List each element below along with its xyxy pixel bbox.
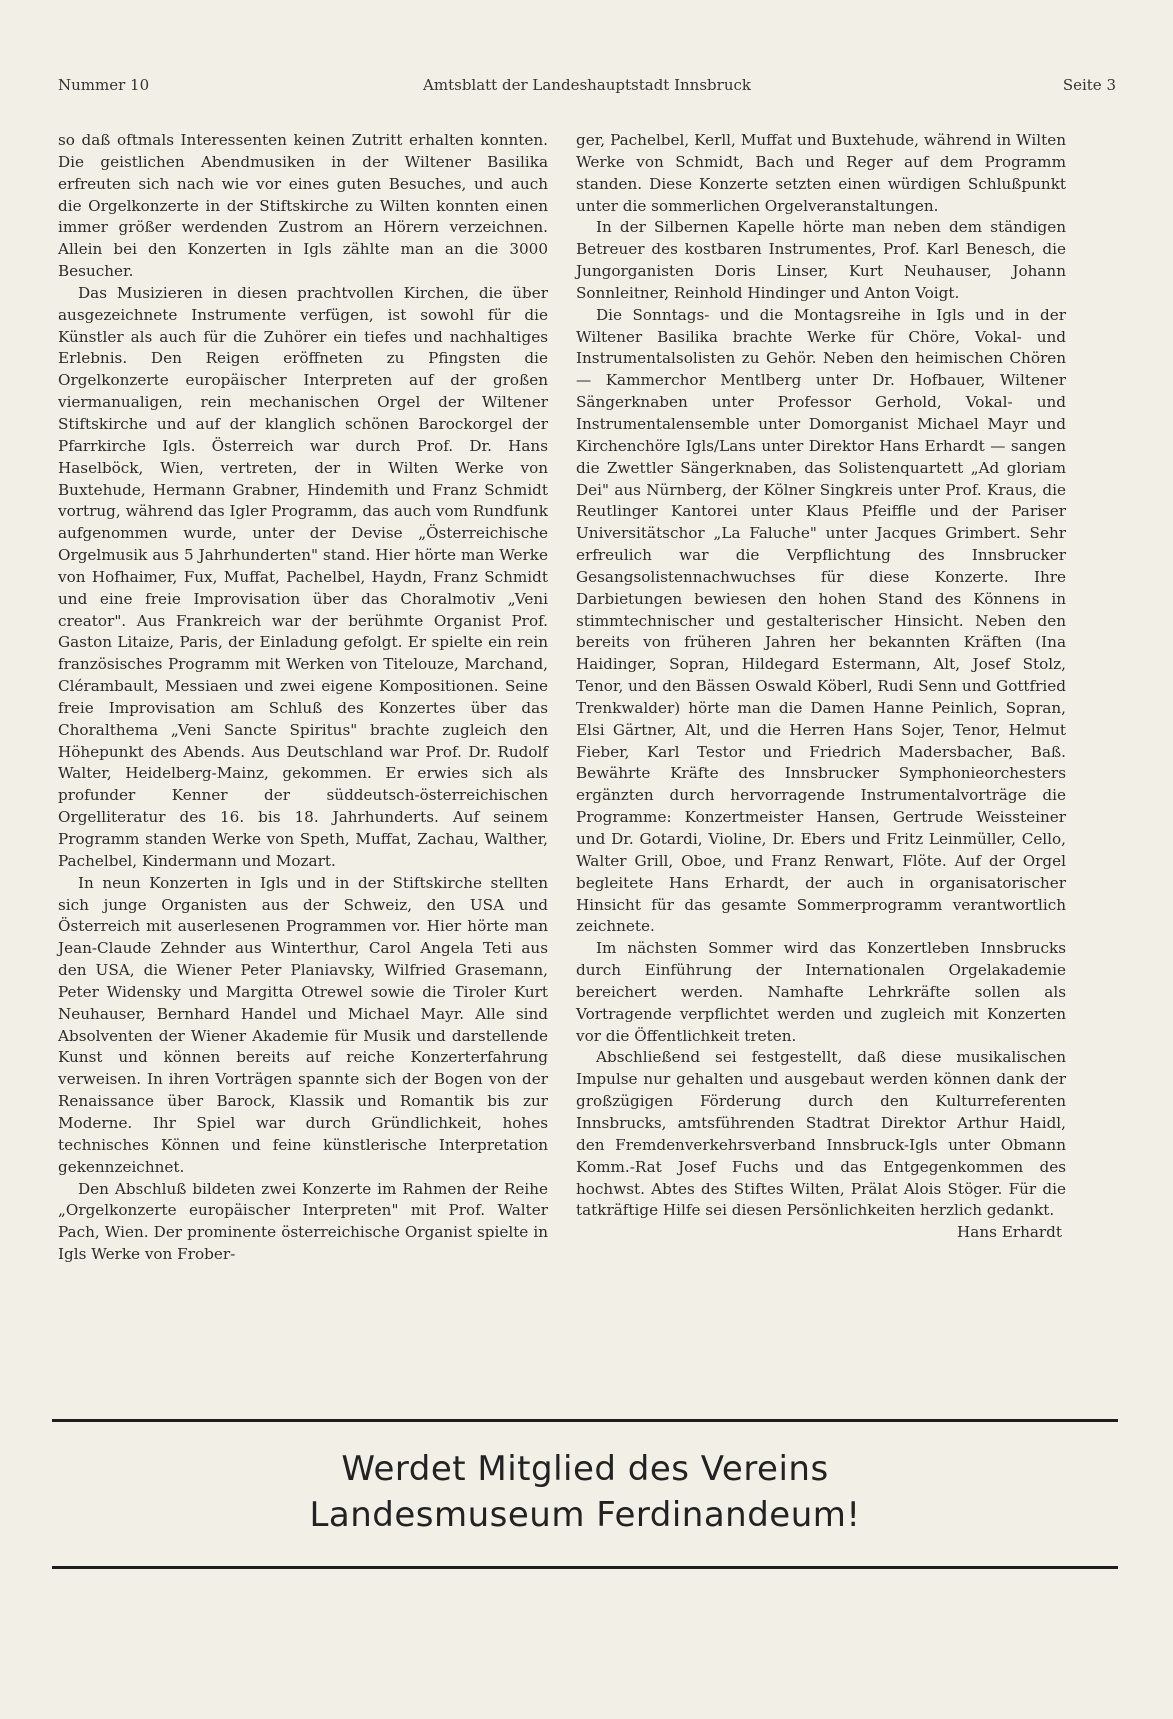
article-paragraph: Den Abschluß bildeten zwei Konzerte im Rahmen der Reihe „Orgelkonzerte europäischer Interpreten" mit Prof. Walter Pach, Wien. Der prominente österreichische Organist spielte in Igls Werke von Frober- xyxy=(58,1179,548,1264)
article-column-left xyxy=(58,130,548,1266)
article-paragraph: Im nächsten Sommer wird das Konzertleben Innsbrucks durch Einführung der Internationalen Orgelakademie bereichert werden. Namhafte Lehrkräfte sollen als Vortragende verpflichtet werden und zugleich mit Konzerten vor die Öffentlichkeit treten. xyxy=(576,939,1066,1045)
article-column-right xyxy=(576,130,1066,1244)
article-paragraph: Die Sonntags- und die Montagsreihe in Igls und in der Wiltener Basilika brachte Werke für Chöre, Vokal- und Instrumentalsolisten zu Gehör. Neben den heimischen Chören — Kammerchor Mentlberg unter Dr. Hofbauer, Wiltener Sängerknaben unter Professor Gerhold, Vokal- und Instrumentalensemble unter Domorganist Michael Mayr und Kirchenchöre Igls/Lans unter Direktor Hans Erhardt — sangen die Zwettler Sängerknaben, das Solistenquartett „Ad gloriam Dei" aus Nürnberg, der Kölner Singkreis unter Prof. Kraus, die Reutlinger Kantorei unter Klaus Pfeiffle und der Pariser Universitätschor „La Faluche" unter Jacques Grimbert. Sehr erfreulich war die Verpflichtung des Innsbrucker Gesangsolistennachwuchses für diese Konzerte. Ihre Darbietungen bewiesen den hohen Stand des Könnens in stimmtechnischer und gestalterischer Hinsicht. Neben den bereits von früheren Jahren her bekannten Kräften (Ina Haidinger, Sopran, Hildegard Estermann, Alt, Josef Stolz, Tenor, und den Bässen Oswald Köberl, Rudi Senn und Gottfried Trenkwalder) hörte man die Damen Hanne Peinlich, Sopran, Elsi Gärtner, Alt, und die Herren Hans Sojer, Tenor, Helmut Fieber, Karl Testor und Friedrich Madersbacher, Baß. Bewährte Kräfte des Innsbrucker Symphonieorchesters ergänzten durch hervorragende Instrumentalvorträge die Programme: Konzertmeister Hansen, Gertrude Weissteiner und Dr. Gotardi, Violine, Dr. Ebers und Fritz Leinmüller, Cello, Walter Grill, Oboe, und Franz Renwart, Flöte. Auf der Orgel begleitete Hans Erhardt, der auch in organisatorischer Hinsicht für das gesamte Sommerprogramm verantwortlich zeichnete. xyxy=(576,305,1066,936)
banner-top-rule xyxy=(52,1419,1118,1422)
banner-bottom-rule xyxy=(52,1566,1118,1569)
article-paragraph: Abschließend sei festgestellt, daß diese musikalischen Impulse nur gehalten und ausgebaut werden können dank der großzügigen Förderung durch den Kulturreferenten Innsbrucks, amtsführenden Stadtrat Direktor Arthur Haidl, den Fremdenverkehrsverband Innsbruck-Igls unter Obmann Komm.-Rat Josef Fuchs und das Entgegenkommen des hochwst. Abtes des Stiftes Wilten, Prälat Alois Stöger. Für die tatkräftige Hilfe sei diesen Persönlichkeiten herzlich gedankt. xyxy=(576,1048,1066,1220)
article-paragraph: so daß oftmals Interessenten keinen Zutritt erhalten konnten. Die geistlichen Abendmusiken in der Wiltener Basilika erfreuten sich nach wie vor eines guten Besuches, und auch die Orgelkonzerte in der Stiftskirche zu Wilten konnten einen immer größer werdenden Zustrom an Hörern verzeichnen. Allein bei den Konzerten in Igls zählte man an die 3000 Besucher. xyxy=(58,131,548,281)
article-paragraph: In neun Konzerten in Igls und in der Stiftskirche stellten sich junge Organisten aus der Schweiz, den USA und Österreich mit auserlesenen Programmen vor. Hier hörte man Jean-Claude Zehnder aus Winterthur, Carol Angela Teti aus den USA, die Wiener Peter Planiavsky, Wilfried Grasemann, Peter Widensky und Margitta Otrewel sowie die Tiroler Kurt Neuhauser, Bernhard Handel und Michael Mayr. Alle sind Absolventen der Wiener Akademie für Musik und darstellende Kunst und können bereits auf reiche Konzerterfahrung verweisen. In ihren Vorträgen spannte sich der Bogen von der Renaissance über Barock, Klassik und Romantik bis zur Moderne. Ihr Spiel war durch Gründlichkeit, hohes technisches Können und feine künstlerische Interpretation gekennzeichnet. xyxy=(58,873,548,1176)
banner-line-2: Landesmuseum Ferdinandeum! xyxy=(309,1495,861,1535)
article-paragraph: Das Musizieren in diesen prachtvollen Kirchen, die über ausgezeichnete Instrumente verfügen, ist sowohl für die Künstler als auch für die Zuhörer ein tiefes und nachhaltiges Erlebnis. Den Reigen eröffneten zu Pfingsten die Orgelkonzerte europäischer Interpreten auf der großen viermanualigen, rein mechanischen Orgel der Wiltener Stiftskirche und auf der klanglich schönen Barockorgel der Pfarrkirche Igls. Österreich war durch Prof. Dr. Hans Haselböck, Wien, vertreten, der in Wilten Werke von Buxtehude, Hermann Grabner, Hindemith und Franz Schmidt vortrug, während das Igler Programm, das auch vom Rundfunk aufgenommen wurde, unter der Devise „Österreichische Orgelmusik aus 5 Jahrhunderten" stand. Hier hörte man Werke von Hofhaimer, Fux, Muffat, Pachelbel, Haydn, Franz Schmidt und eine freie Improvisation über das Choralmotiv „Veni creator". Aus Frankreich war der berühmte Organist Prof. Gaston Litaize, Paris, der Einladung gefolgt. Er spielte ein rein französisches Programm mit Werken von Titelouze, Marchand, Clérambault, Messiaen und zwei eigene Kompositionen. Seine freie Improvisation am Schluß des Konzertes über das Choralthema „Veni Sancte Spiritus" brachte zugleich den Höhepunkt des Abends. Aus Deutschland war Prof. Dr. Rudolf Walter, Heidelberg-Mainz, gekommen. Er erwies sich als profunder Kenner der süddeutsch-österreichischen Orgelliteratur des 16. bis 18. Jahrhunderts. Auf seinem Programm standen Werke von Speth, Muffat, Zachau, Walther, Pachelbel, Kindermann und Mozart. xyxy=(58,283,548,870)
publication-title: Amtsblatt der Landeshauptstadt Innsbruck xyxy=(423,76,751,94)
membership-banner xyxy=(52,1446,1118,1538)
banner-line-1: Werdet Mitglied des Vereins xyxy=(341,1449,829,1489)
article-paragraph: ger, Pachelbel, Kerll, Muffat und Buxtehude, während in Wilten Werke von Schmidt, Bach und Reger auf dem Programm standen. Diese Konzerte setzten einen würdigen Schlußpunkt unter die sommerlichen Orgelveranstaltungen. xyxy=(576,131,1066,215)
page-number: Seite 3 xyxy=(1062,76,1116,94)
article-paragraph: In der Silbernen Kapelle hörte man neben dem ständigen Betreuer des kostbaren Instrumentes, Prof. Karl Benesch, die Jungorganisten Doris Linser, Kurt Neuhauser, Johann Sonnleitner, Reinhold Hindinger und Anton Voigt. xyxy=(576,218,1066,302)
author-signature: Hans Erhardt xyxy=(957,1223,1062,1242)
page-header xyxy=(58,76,1116,98)
issue-number: Nummer 10 xyxy=(58,76,150,94)
